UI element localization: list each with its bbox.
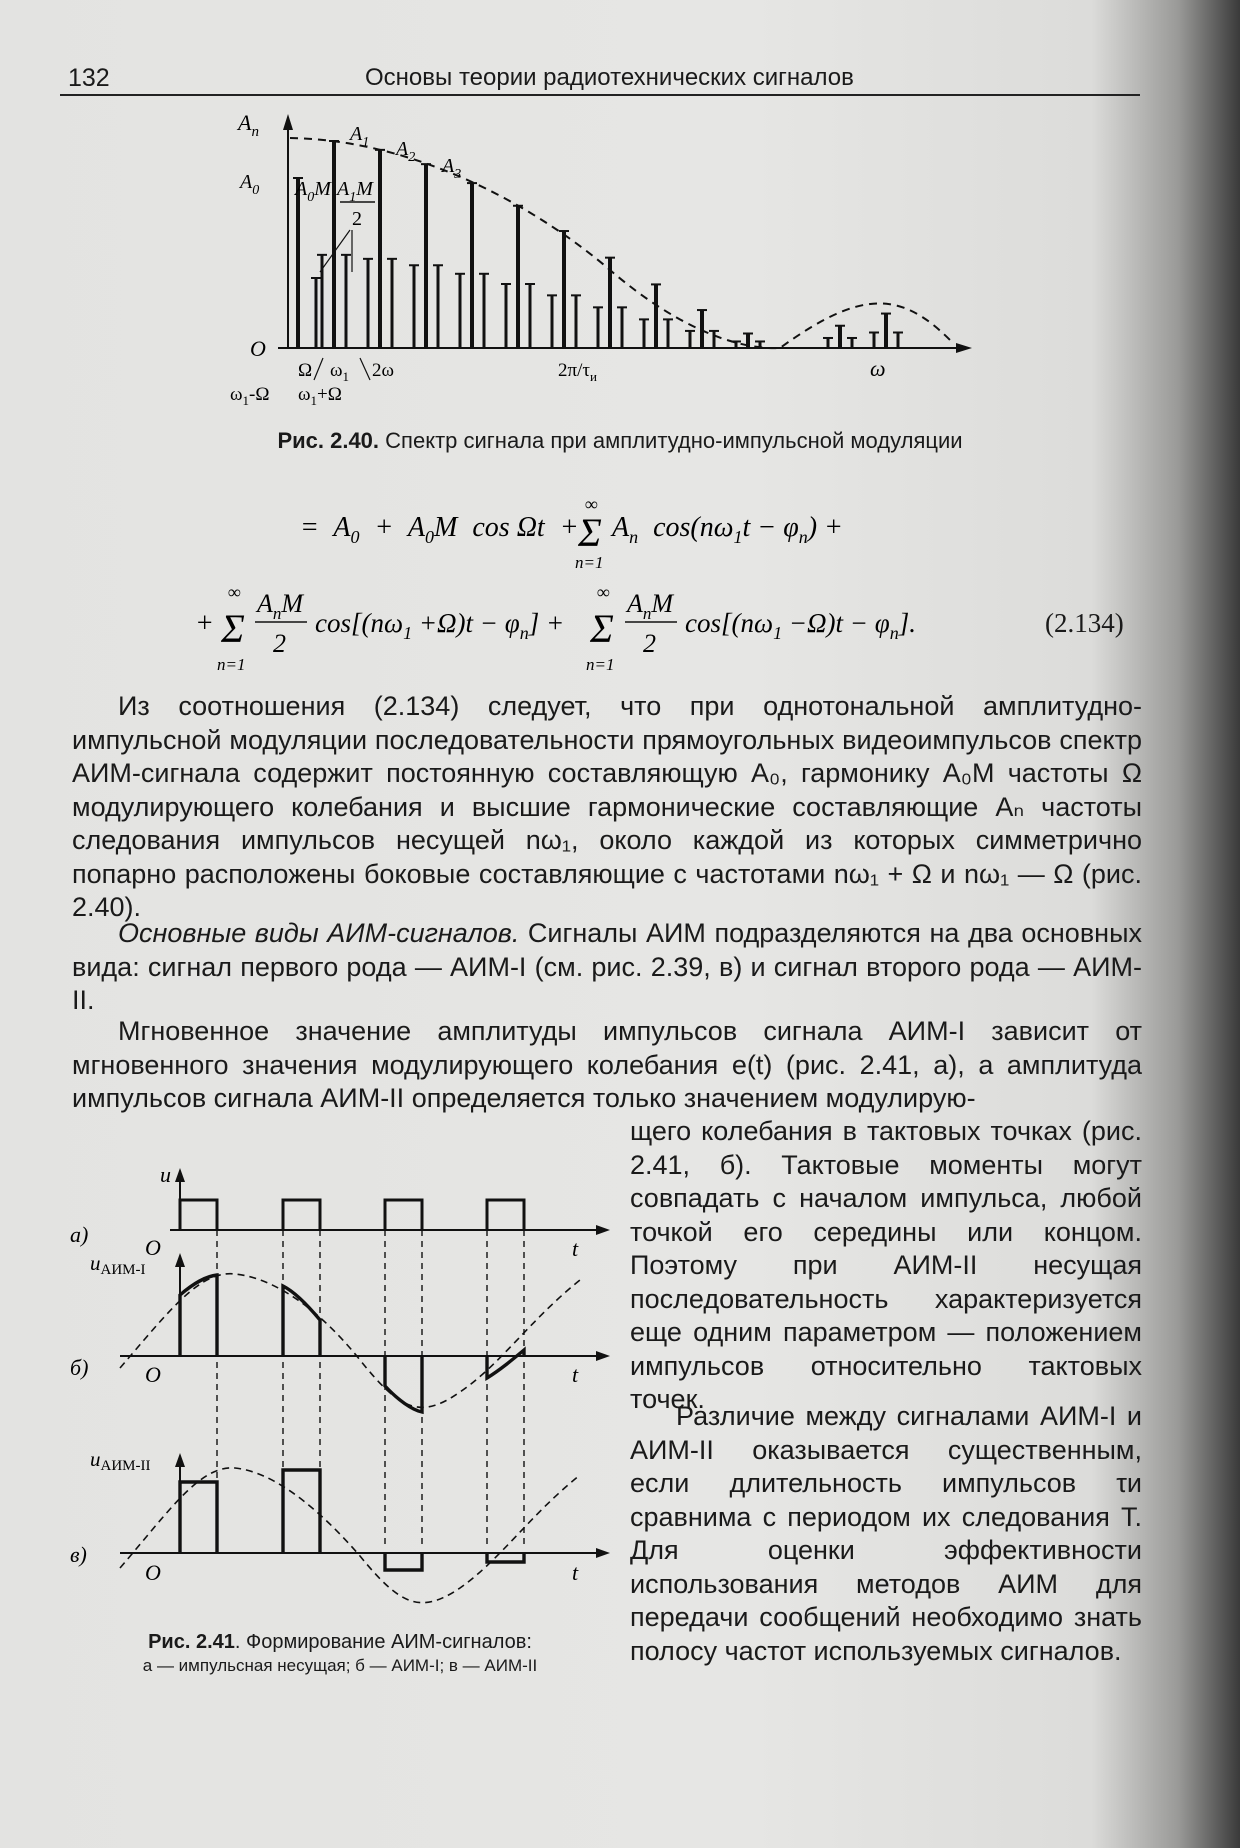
label-a1m-denominator: 2 (352, 208, 362, 230)
sinc-envelope (290, 138, 950, 348)
panel-a-origin: O (145, 1235, 161, 1260)
panel-a-x-arrow (596, 1225, 610, 1235)
pam1-pulses (180, 1275, 524, 1412)
svg-text:ω1-Ω: $\omega_1-\Omega$ (230, 384, 270, 408)
svg-text:= A0 + A0M: = $A_0$ + $A_0M$ cos Ωt + (300, 512, 579, 547)
label-a0m: A (295, 178, 308, 200)
paragraph-3: Мгновенное значение амплитуды импульсов сигнала АИМ-I зависит от мгновенного значения модулирующего колебания e(t) (рис. 2.41, а), а амплитуда импульсов сигнала АИМ-II определяется только значением модулирую- (72, 1016, 1142, 1113)
page-number: 132 (68, 64, 110, 92)
frac1-num: A (257, 589, 273, 618)
eq-equals: = (300, 512, 319, 543)
frac1-den: 2 (273, 629, 286, 658)
svg-text:An cos(nω1t − φn) +: $A_n$ $\cos(n\omega_1t - \varphi_n)$ + (612, 512, 843, 547)
panel-c-y-label: u (90, 1447, 101, 1471)
panel-a-letter: а) (70, 1222, 89, 1247)
label-omega1: ω (330, 360, 343, 381)
sum1-sigma: Σ (578, 510, 602, 555)
sum1-bottom: n=1 (575, 553, 604, 570)
frac2-num: A (627, 589, 643, 618)
svg-text:A3: $A_3$ (442, 155, 462, 182)
term1: cos[(nω (315, 608, 404, 638)
svg-text:A2: $A_2$ (396, 138, 416, 165)
pam2-pulses (180, 1470, 524, 1570)
sum2-top: ∞ (228, 582, 241, 602)
equation-line-1 (300, 490, 940, 570)
clock-lines (217, 1230, 524, 1545)
equation-number: (2.134) (1045, 608, 1124, 638)
label-a2: A (396, 138, 409, 160)
svg-text:AnM: $A_nM$ (627, 589, 674, 623)
carrier-pulses (180, 1200, 524, 1230)
caption41-sub: а — импульсная несущая; б — АИМ-I; в — АИМ-II (142, 1656, 538, 1675)
panel-c-letter: в) (70, 1542, 87, 1567)
figure-2-40-caption (0, 428, 1240, 454)
panel-b-letter: б) (70, 1355, 89, 1380)
label-two-omega: 2ω (372, 360, 395, 381)
svg-text:An: $A_n$ (238, 110, 259, 140)
label-omega1-minus: ω (230, 384, 243, 405)
panel-a-y-label: u (160, 1162, 171, 1187)
paragraph-5: Различие между сигналами АИМ-I и АИМ-II оказывается существенным, если длительность импульсов τи сравнима с периодом их следования T. Для оценки эффективности использования методов АИМ для передачи сообщений необходимо знать полосу частот используемых сигналов. (630, 1401, 1142, 1666)
paragraph-1: Из соотношения (2.134) следует, что при однотональной амплитудно-импульсной модуляции последовательности прямоугольных видеоимпульсов спектр АИМ-сигнала содержит постоянную составляющую A₀, гармонику A₀M частоты Ω модулирующего колебания и высшие гармонические составляющие Aₙ частоты следования импульсов несущей nω₁, около каждой из которых симметрично попарно расположены боковые составляющие с частотами nω₁ + Ω и nω₁ — Ω (рис. 2.40). (72, 691, 1142, 922)
svg-text:ω1+Ω: $\omega_1+\Omega$ (298, 384, 342, 408)
panel-a-x-label: t (572, 1236, 579, 1261)
paragraph-2-heading: Основные виды АИМ-сигналов. (118, 918, 520, 948)
figure-2-41-pam-signals (60, 1160, 620, 1630)
caption-label: Рис. 2.40. (277, 428, 380, 453)
label-a1m: A (337, 178, 350, 200)
sum2-sigma: Σ (221, 606, 245, 651)
panel-b-x-label: t (572, 1362, 579, 1387)
sum3-sigma: Σ (590, 606, 614, 651)
x-axis-arrow (956, 343, 972, 353)
svg-text:cos[(nω1 +Ω)t − φn] +: $\cos[(n\omega_1 +\Omega)t - \varphi_n]$ + (315, 608, 565, 643)
svg-text:uАИМ-II: uАИМ-II (90, 1447, 151, 1474)
tick-leader-a (314, 358, 323, 380)
svg-text:uАИМ-I: uАИМ-I (90, 1251, 146, 1278)
panel-c-y-arrow (175, 1453, 185, 1467)
panel-c-origin: O (145, 1560, 161, 1585)
eq2-plus: + (195, 608, 214, 639)
modulating-wave-c (120, 1468, 580, 1603)
caption41-text: . Формирование АИМ-сигналов: (234, 1631, 532, 1653)
sum1-top: ∞ (585, 494, 598, 514)
spectral-lines (293, 141, 903, 348)
svg-text:AnM: $A_nM$ (257, 589, 304, 623)
equation-line-2 (195, 580, 1140, 680)
svg-text:A0: $A_0$ (240, 171, 260, 198)
sum3-top: ∞ (597, 582, 610, 602)
label-a1: A (350, 123, 363, 145)
svg-text:2π/τи: $2\pi/\tau_и$ (558, 360, 597, 384)
eq-an: A (612, 512, 630, 543)
figure-2-41-caption (60, 1630, 620, 1678)
y-axis-arrow (283, 114, 293, 130)
origin-label: O (250, 336, 266, 361)
label-a0: A (240, 171, 253, 193)
panel-b-y-label: u (90, 1251, 101, 1275)
svg-text:A0M: $A_0M$ (295, 178, 331, 205)
figure-2-40-spectrum (180, 100, 1000, 420)
caption-text: Спектр сигнала при амплитудно-импульсной модуляции (385, 428, 963, 453)
paragraph-2 (72, 917, 1142, 1018)
svg-text:cos[(nω1 −Ω)t − φn].: $\cos[(n\omega_1 -\Omega)t - \varphi_n]$. (685, 608, 916, 643)
running-title: Основы теории радиотехнических сигналов (365, 64, 854, 91)
svg-text:A1M: $A_1M$ (337, 178, 373, 205)
tick-leader-b (360, 358, 370, 380)
paragraph-4: щего колебания в тактовых точках (рис. 2.41, б). Тактовые моменты могут совпадать с началом импульса, любой точкой его середины или концом. Поэтому при АИМ-II несущая последовательность характеризуется еще одним параметром — положением импульсов относительно тактовых точек. (630, 1116, 1142, 1414)
panel-a-y-arrow (175, 1168, 185, 1182)
label-a3: A (442, 155, 455, 177)
page-header (60, 60, 1140, 96)
sum3-bottom: n=1 (586, 655, 615, 674)
y-axis-label: A (238, 110, 252, 135)
panel-b-origin: O (145, 1362, 161, 1387)
panel-c-x-arrow (596, 1548, 610, 1558)
svg-text:A1: $A_1$ (350, 123, 370, 150)
modulating-wave-b (120, 1274, 580, 1408)
term2: cos[(nω (685, 608, 774, 638)
svg-text:ω1: $\omega_1$ (330, 360, 350, 384)
frac2-den: 2 (643, 629, 656, 658)
x-axis-label: ω (870, 356, 886, 381)
label-two-pi-tau: 2π/τ (558, 360, 591, 381)
panel-c-x-label: t (572, 1560, 579, 1585)
panel-b-x-arrow (596, 1351, 610, 1361)
caption41-label: Рис. 2.41 (148, 1631, 235, 1653)
paragraph-2-body: Сигналы АИМ подразделяются на два основных вида: сигнал первого рода — АИМ-I (см. рис. 2.39, в) и сигнал второго рода — АИМ-II. (72, 918, 1142, 1015)
label-omega-cap: Ω (298, 360, 313, 381)
panel-b-y-arrow (175, 1253, 185, 1267)
sum2-bottom: n=1 (217, 655, 246, 674)
label-omega1-plus: ω (298, 384, 311, 405)
